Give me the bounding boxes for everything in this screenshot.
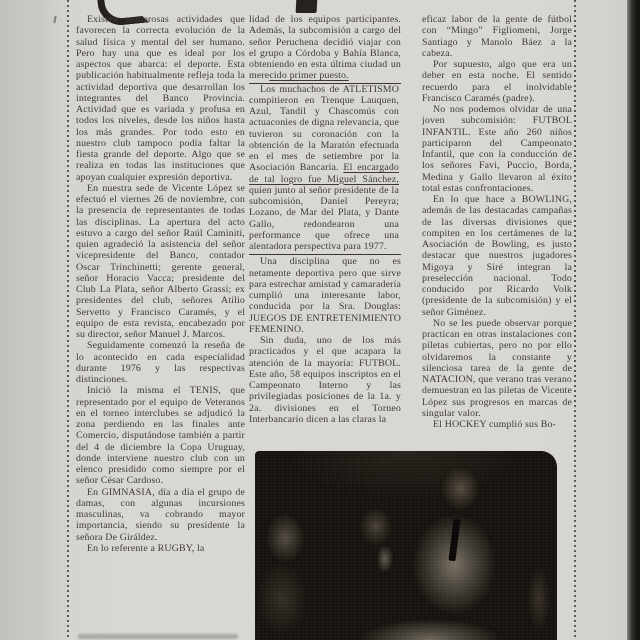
paragraph-text: En nuestra sede de Vicente López se efectuó el viernes 26 de noviembre, con la presencia de representantes de todas las disciplinas. La apertura del acto estuvo a cargo del señor Raúl Caminiti, quien agradeció la asistencia del señor vicepresidente del Banco, contador Oscar Trinchinetti; gerente general, señor Horacio Vacca; presidente del Club La Plata, señor Alberto Grassi; ex presidentes del club, señores Atilio Servetto y Francisco Caramés, y el equipo de esta revista, encabezado por su director, señor Manuel J. Marcos. [76,182,245,340]
dotted-rule-left [67,0,69,640]
scan-edge [627,0,640,640]
event-photo [255,451,557,640]
paragraph-text: lidad de los equipos participantes. Además, la subcomisión a cargo del señor Peruchena decidió viajar con el grupo a Córdoba y Bahía Blanca, obteniendo en esta última ciudad un mere [249,14,401,82]
paragraph [249,256,401,335]
paragraph [422,194,572,318]
paragraph [76,340,245,385]
paragraph [76,487,245,543]
paragraph [76,14,245,183]
clipped-text-line [78,634,238,639]
paragraph [76,385,245,486]
paragraph [249,14,401,82]
paragraph-text: En GIMNASIA, día a día el grupo de damas, con algunas incursiones masculinas, va cobrando mayor importancia, siendo su presidente la señora De Giráldez. [76,486,245,543]
paragraph-text: Una disciplina que no es netamente deportiva pero que sirve para estrechar amistad y camaradería cumplió una interesante labor, conducida por la Sra. Douglas: JUEGOS DE ENTRETENIMIENTO FEMENINO. [249,256,401,335]
paragraph-text: Seguidamente comenzó la reseña de lo acontecido en cada especialidad durante 1976 y las respectivas distinciones. [76,340,245,385]
paragraph [422,104,572,194]
paragraph-text: Inició la misma el TENIS, que representado por el equipo de Veteranos en el torneo interclubes se adjudicó la zona perdiendo en las finales ante Comercio, disputándose también a partir del 4 de diciembre la Copa Uruguay, donde interviene nuestro club con un elenco presidido como siempre por el señor César Cardoso. [76,385,245,487]
paragraph-text: Por supuesto, algo que era un deber en esta noche. El sentido recuerdo para el inolvidable Francisco Caramés (padre). [422,59,572,104]
dotted-rule-right [574,0,576,640]
cutoff-headline-fragment [296,0,318,13]
paragraph-text: eficaz labor de la gente de fútbol con “Mingo” Figliomeni, Jorge Santiago y Manolo Báez a la cabeza. [422,14,572,59]
paragraph [422,14,572,59]
paragraph [76,183,245,341]
paragraph-text: quien junto al señor presidente de la subcomisión, Daniel Pereyra; Lozano, de Mar del Plata, y Dante Gallo, redondearon una performance que ofrece una alentadora perspectiva para 1977. [249,184,399,252]
paragraph-text: Existen numerosas actividades que favorecen la correcta evolución de la salud física y mental del ser humano. Pero hay una que es ideal por los aspectos que abarca: el deporte. Esta publicación habitualmente refleja toda la actividad deportiva que desarrollan los integrantes del Banco Provincia. Actividad que es variada y profusa en todos los niveles, desde los niños hasta los más grandes. Por todo esto en nuestro club tampoco podía faltar la fiesta grande del deporte. Algo que se realiza en todas las instituciones que apoyan cualquier expresión deportiva. [76,14,245,183]
underlined-text: El encargado de tal logro fue Miguel Sánchez, [249,162,399,185]
paragraph-text: Los muchachos de ATLETISMO compitieron en Trenque Lauquen, Azul, Tandil y Chascomús con actuaconies de digna relevancia, que tuvieron su coronación con la obtención de la Maratón efectuada en el mes de setiembre por la Asociación Bancaria. [249,83,399,174]
boxed-paragraph-atletismo [249,83,401,256]
article-column-1 [76,14,245,640]
article-column-2 [249,14,401,448]
paragraph-text: No se les puede observar porque practican en otras instalaciones con piletas cubiertas, pero no por ello olvidaremos la constante y silenciosa tarea de la gente de NATACION, que verano tras verano demuestran en las piletas de Vicente López sus progresos en marcas de singular valor. [422,317,572,419]
print-speck [53,16,56,23]
paragraph [76,543,245,554]
paragraph-text: En lo que hace a BOWLING, además de las destacadas campañas de las diversas divisiones que compiten en los certámenes de la Asociación de Bowling, es justo destacar que nuestros jugadores Migoya y Siré integran la preselección nacional. Todo conducido por Ricardo Volk (presidente de la subcomisión) y el señor Giménez. [422,194,572,318]
paragraph-text: En lo referente a RUGBY, la [87,542,205,554]
paragraph-text: El HOCKEY cumplió sus Bo- [433,419,556,430]
paragraph [422,419,572,430]
underlined-text: cido primer puesto. [269,70,349,82]
photo-grain [255,451,557,640]
paragraph [249,335,401,425]
article-column-3 [422,14,572,447]
paragraph [422,318,572,419]
paragraph-text: No nos podemos olvidar de una joven subcomisión: FUTBOL INFANTIL. Este año 260 niños participaron del Campeonato Infantil, que con la conducción de los señores Favi, Puccio, Borda, Medina y Gallo llevaron al éxito total estas confrontaciones. [422,104,572,194]
paragraph [422,59,572,104]
paragraph-text: Sin duda, uno de los más practicados y el que acapara la atención de la mayoría: FUTBOL. Este año, 58 equipos inscriptos en el Campeonato Interno y las privilegiadas posiciones de la 1a. y 2a. divisiones en el Torneo Interbancario dicen a las claras la [249,335,401,425]
